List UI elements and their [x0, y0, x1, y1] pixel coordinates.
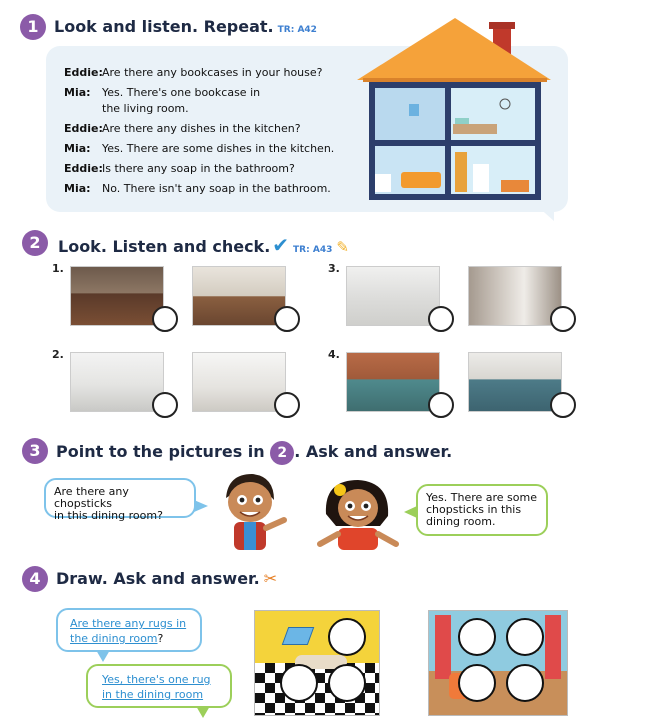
draw-answer-bubble: [86, 664, 232, 708]
living-room-drawing: [428, 610, 568, 716]
dialogue-line: [64, 142, 334, 156]
dialogue-line: [64, 102, 189, 116]
cabinet: [501, 180, 529, 192]
item-label-1: 1.: [52, 262, 64, 275]
section-3-ref-number: 2: [270, 441, 294, 465]
speaker: Mia:: [64, 182, 91, 195]
check-circle-2a[interactable]: [152, 392, 178, 418]
section-1-title: [54, 17, 317, 36]
draw-circle-5[interactable]: [506, 618, 544, 656]
girl-illustration: [316, 474, 402, 550]
dialogue-line: [64, 66, 322, 80]
boy-illustration: [212, 470, 288, 550]
speaker: Mia:: [64, 142, 91, 155]
speaker: Eddie:: [64, 162, 103, 175]
section-3-title-before: Point to the pictures in: [56, 442, 265, 461]
living-room-photo-4b: [468, 352, 562, 412]
section-4-title: [56, 569, 277, 588]
bathroom-photo-3b: [468, 266, 562, 326]
curtain-left: [435, 615, 451, 679]
bookcase: [455, 152, 467, 192]
question-bubble: [44, 478, 196, 522]
item-label-2: 2.: [52, 348, 64, 361]
answer-bubble: [416, 484, 548, 536]
bubble-tail: [404, 506, 417, 518]
line-text: Yes. There are some dishes in the kitchen.: [102, 142, 335, 155]
bubble-line: chopsticks in this: [426, 503, 522, 516]
check-circle-3a[interactable]: [428, 306, 454, 332]
bubble-line: Yes, there's one rug: [102, 673, 211, 686]
draw-circle-3[interactable]: [328, 664, 366, 702]
draw-circle-2[interactable]: [280, 664, 318, 702]
dialogue-line: [64, 182, 331, 196]
check-circle-4b[interactable]: [550, 392, 576, 418]
dialogue-line: [64, 122, 301, 136]
roof: [357, 18, 551, 80]
bubble-line: dining room.: [426, 515, 496, 528]
check-circle-1a[interactable]: [152, 306, 178, 332]
bubble-line: in this dining room?: [54, 509, 163, 522]
section-2-track: TR: A43: [293, 245, 333, 255]
dialogue-line: [64, 162, 295, 176]
curtain-right: [545, 615, 561, 679]
bubble-tail: [196, 706, 210, 718]
scissors-icon: ✂: [263, 569, 278, 588]
bubble-line: Are there any rugs in: [70, 617, 187, 630]
bathroom-photo-3a: [346, 266, 440, 326]
speaker: Eddie:: [64, 122, 103, 135]
bathroom-photo-2a: [70, 352, 164, 412]
check-circle-2b[interactable]: [274, 392, 300, 418]
house-illustration: [355, 14, 555, 204]
section-4-number: 4: [22, 566, 48, 592]
line-text: Are there any bookcases in your house?: [102, 66, 323, 79]
question-mark: ?: [157, 632, 164, 645]
section-3-title: [56, 441, 452, 465]
pencil-icon: ✎: [336, 238, 349, 256]
bubble-line-text: the dining room: [70, 632, 158, 645]
item-label-3: 3.: [328, 262, 340, 275]
dining-room-photo-1a: [70, 266, 164, 326]
draw-question-bubble: [56, 608, 202, 652]
line-text: No. There isn't any soap in the bathroom.: [102, 182, 331, 195]
draw-circle-4[interactable]: [458, 618, 496, 656]
draw-circle-1[interactable]: [328, 618, 366, 656]
speaker: Mia:: [64, 86, 91, 99]
sofa: [401, 172, 441, 188]
section-2-title: [58, 233, 349, 257]
section-2-title-text: Look. Listen and check.: [58, 237, 271, 256]
line-text: the living room.: [102, 102, 189, 115]
section-4-title-text: Draw. Ask and answer.: [56, 569, 260, 588]
line-text: Is there any soap in the bathroom?: [102, 162, 295, 175]
bubble-tail: [194, 500, 208, 512]
section-1-title-text: Look and listen. Repeat.: [54, 17, 274, 36]
section-1-track: TR: A42: [277, 25, 317, 35]
check-icon: ✔: [272, 233, 290, 257]
bubble-line: in the dining room: [102, 688, 204, 701]
item-label-4: 4.: [328, 348, 340, 361]
living-room-photo-4a: [346, 352, 440, 412]
bathroom-photo-2b: [192, 352, 286, 412]
dining-room-photo-1b: [192, 266, 286, 326]
section-3-title-after: . Ask and answer.: [294, 442, 453, 461]
check-circle-1b[interactable]: [274, 306, 300, 332]
card-tail: [536, 205, 554, 221]
line-text: Are there any dishes in the kitchen?: [102, 122, 301, 135]
section-2-number: 2: [22, 230, 48, 256]
speaker: Eddie:: [64, 66, 103, 79]
draw-circle-7[interactable]: [506, 664, 544, 702]
bubble-line: Are there any chopsticks: [54, 485, 129, 510]
bubble-tail: [96, 650, 110, 662]
bubble-line: [70, 631, 188, 646]
draw-circle-6[interactable]: [458, 664, 496, 702]
section-1-number: 1: [20, 14, 46, 40]
dialogue-line: [64, 86, 260, 100]
bubble-line: Yes. There are some: [426, 491, 537, 504]
check-circle-4a[interactable]: [428, 392, 454, 418]
section-3-number: 3: [22, 438, 48, 464]
line-text: Yes. There's one bookcase in: [102, 86, 261, 99]
check-circle-3b[interactable]: [550, 306, 576, 332]
